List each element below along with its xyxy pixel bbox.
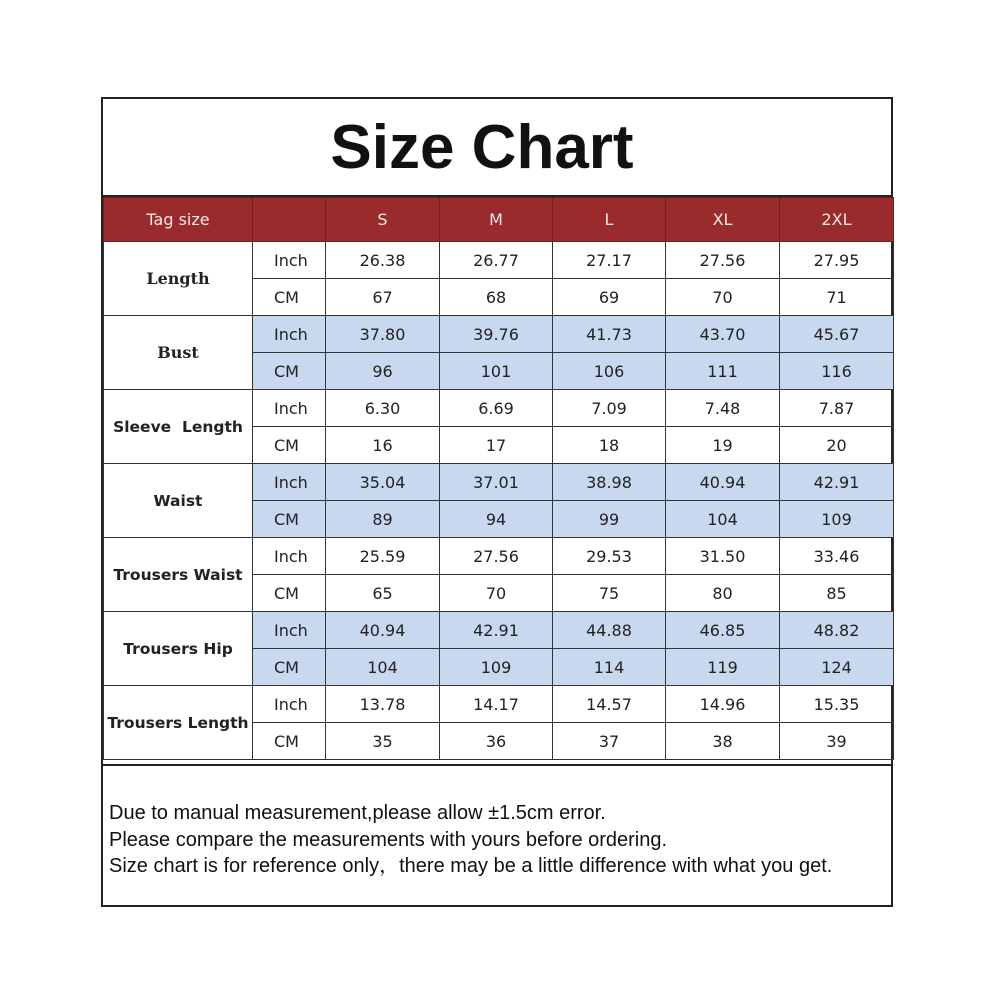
cell: 67 [326, 279, 440, 316]
cell: 45.67 [780, 316, 894, 353]
notes-section [103, 764, 891, 907]
unit-cm: CM [253, 575, 326, 612]
cell: 16 [326, 427, 440, 464]
note-line: Please compare the measurements with yours before ordering. [109, 828, 668, 851]
cell: 96 [326, 353, 440, 390]
row-label-sleeve-length: Sleeve Length [104, 390, 253, 464]
row-label-trousers-hip: Trousers Hip [104, 612, 253, 686]
cell: 25.59 [326, 538, 440, 575]
unit-inch: Inch [253, 464, 326, 501]
row-label-waist: Waist [104, 464, 253, 538]
cell: 39 [780, 723, 894, 760]
cell: 27.95 [780, 242, 894, 279]
unit-cm: CM [253, 723, 326, 760]
row-label-trousers-waist: Trousers Waist [104, 538, 253, 612]
title-box [103, 99, 891, 197]
unit-cm: CM [253, 427, 326, 464]
cell: 37.01 [440, 464, 553, 501]
cell: 46.85 [666, 612, 780, 649]
cell: 26.77 [440, 242, 553, 279]
cell: 37.80 [326, 316, 440, 353]
cell: 39.76 [440, 316, 553, 353]
cell: 38.98 [553, 464, 666, 501]
cell: 89 [326, 501, 440, 538]
table-row-trousers-hip-inch [104, 612, 894, 649]
cell: 48.82 [780, 612, 894, 649]
cell: 26.38 [326, 242, 440, 279]
page-title: Size Chart [330, 112, 634, 182]
cell: 111 [666, 353, 780, 390]
cell: 37 [553, 723, 666, 760]
row-label-length: Length [104, 242, 253, 316]
table-row-length-inch [104, 242, 894, 279]
cell: 43.70 [666, 316, 780, 353]
table-row-trousers-waist-inch [104, 538, 894, 575]
table-row-waist-inch [104, 464, 894, 501]
cell: 18 [553, 427, 666, 464]
cell: 119 [666, 649, 780, 686]
cell: 104 [666, 501, 780, 538]
header-size-xl: XL [666, 198, 780, 242]
cell: 31.50 [666, 538, 780, 575]
cell: 71 [780, 279, 894, 316]
cell: 20 [780, 427, 894, 464]
cell: 7.48 [666, 390, 780, 427]
cell: 109 [440, 649, 553, 686]
cell: 94 [440, 501, 553, 538]
cell: 27.56 [666, 242, 780, 279]
cell: 114 [553, 649, 666, 686]
header-size-2xl: 2XL [780, 198, 894, 242]
cell: 17 [440, 427, 553, 464]
cell: 69 [553, 279, 666, 316]
unit-inch: Inch [253, 612, 326, 649]
cell: 40.94 [326, 612, 440, 649]
cell: 35 [326, 723, 440, 760]
unit-cm: CM [253, 279, 326, 316]
cell: 44.88 [553, 612, 666, 649]
cell: 65 [326, 575, 440, 612]
size-chart-frame [101, 97, 893, 907]
cell: 14.96 [666, 686, 780, 723]
note-line: Size chart is for reference only，there may be a little difference with what you get. [109, 855, 833, 877]
unit-cm: CM [253, 353, 326, 390]
cell: 106 [553, 353, 666, 390]
header-tag-size: Tag size [104, 198, 253, 242]
header-unit-blank [253, 198, 326, 242]
cell: 13.78 [326, 686, 440, 723]
cell: 35.04 [326, 464, 440, 501]
table-header-row [104, 198, 894, 242]
cell: 40.94 [666, 464, 780, 501]
cell: 14.17 [440, 686, 553, 723]
header-size-m: M [440, 198, 553, 242]
cell: 27.56 [440, 538, 553, 575]
cell: 70 [440, 575, 553, 612]
cell: 42.91 [780, 464, 894, 501]
size-table [103, 197, 894, 760]
row-label-trousers-length: Trousers Length [104, 686, 253, 760]
cell: 7.87 [780, 390, 894, 427]
cell: 29.53 [553, 538, 666, 575]
cell: 36 [440, 723, 553, 760]
cell: 6.69 [440, 390, 553, 427]
cell: 109 [780, 501, 894, 538]
unit-inch: Inch [253, 316, 326, 353]
cell: 99 [553, 501, 666, 538]
table-row-bust-inch [104, 316, 894, 353]
cell: 70 [666, 279, 780, 316]
cell: 19 [666, 427, 780, 464]
unit-inch: Inch [253, 686, 326, 723]
table-row-trousers-length-inch [104, 686, 894, 723]
cell: 104 [326, 649, 440, 686]
table-row-sleeve-length-inch [104, 390, 894, 427]
cell: 116 [780, 353, 894, 390]
unit-inch: Inch [253, 390, 326, 427]
cell: 124 [780, 649, 894, 686]
cell: 68 [440, 279, 553, 316]
unit-inch: Inch [253, 538, 326, 575]
cell: 6.30 [326, 390, 440, 427]
header-size-s: S [326, 198, 440, 242]
unit-inch: Inch [253, 242, 326, 279]
cell: 101 [440, 353, 553, 390]
cell: 14.57 [553, 686, 666, 723]
cell: 42.91 [440, 612, 553, 649]
cell: 33.46 [780, 538, 894, 575]
row-label-bust: Bust [104, 316, 253, 390]
cell: 41.73 [553, 316, 666, 353]
cell: 7.09 [553, 390, 666, 427]
cell: 15.35 [780, 686, 894, 723]
cell: 75 [553, 575, 666, 612]
cell: 27.17 [553, 242, 666, 279]
header-size-l: L [553, 198, 666, 242]
note-line: Due to manual measurement,please allow ±1.5cm error. [109, 802, 606, 824]
cell: 38 [666, 723, 780, 760]
cell: 80 [666, 575, 780, 612]
cell: 85 [780, 575, 894, 612]
unit-cm: CM [253, 501, 326, 538]
unit-cm: CM [253, 649, 326, 686]
